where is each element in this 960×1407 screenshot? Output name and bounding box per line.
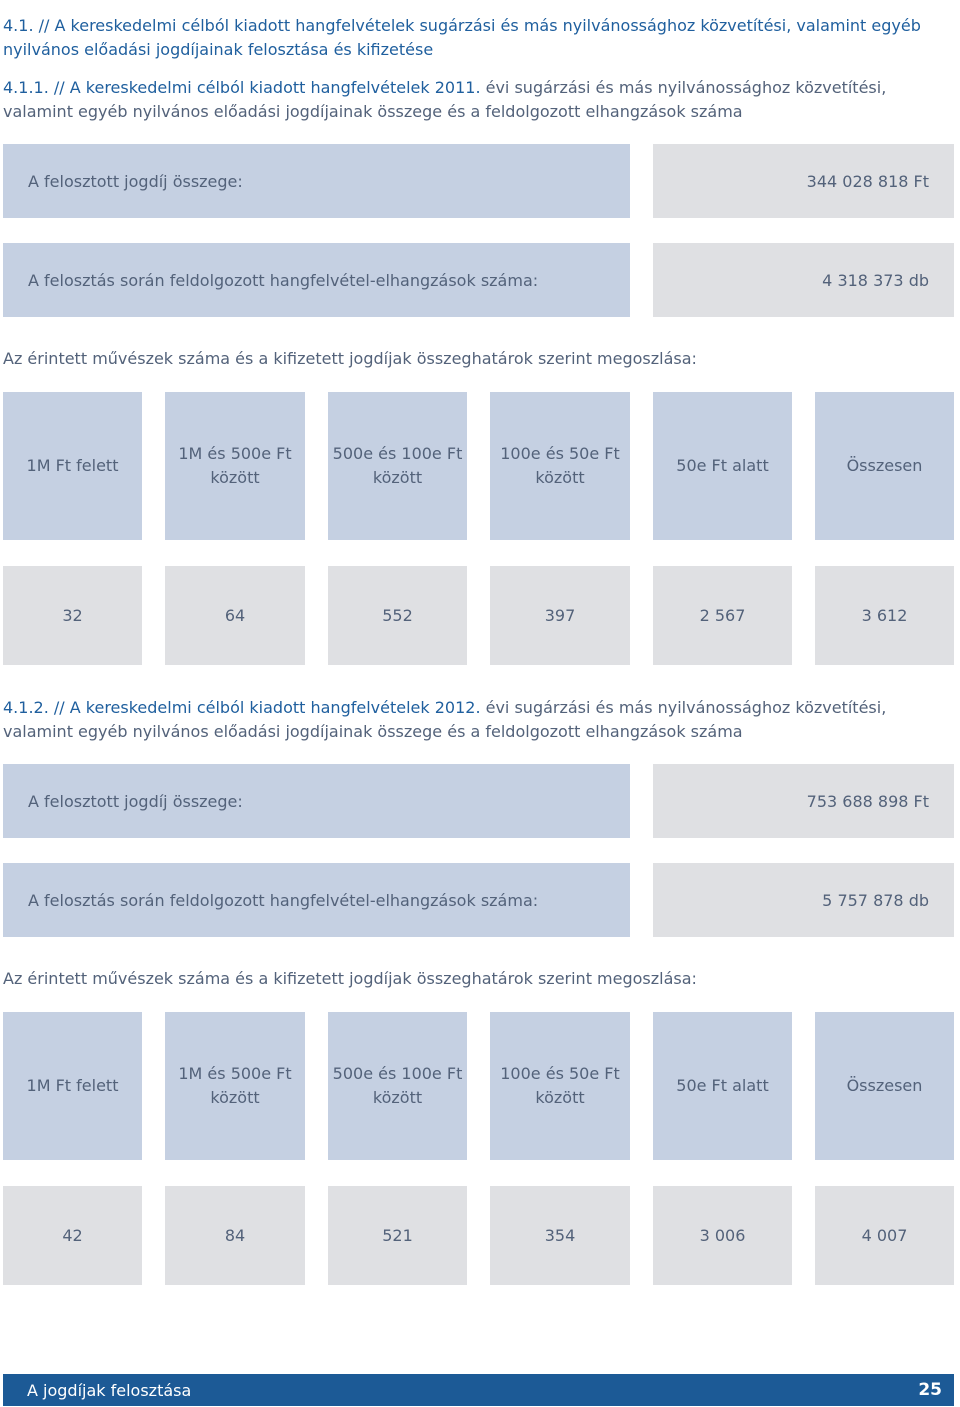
value-cell: 4 007 (815, 1186, 954, 1285)
distribution-title: Az érintett művészek száma és a kifizetett jogdíjak összeghatárok szerint megoszlása: (3, 969, 697, 988)
value-cell: 521 (328, 1186, 467, 1285)
section-heading (3, 14, 953, 62)
column-header: Összesen (815, 392, 954, 540)
column-header: 500e és 100e Ft között (328, 1012, 467, 1160)
total-label: A felosztott jogdíj összege: (28, 791, 243, 811)
count-label: A felosztás során feldolgozott hangfelvétel-elhangzások száma: (28, 890, 539, 910)
count-label-box (3, 863, 630, 937)
value-cell: 84 (165, 1186, 305, 1285)
value-cell: 354 (490, 1186, 630, 1285)
column-header: 500e és 100e Ft között (328, 392, 467, 540)
value-cell: 32 (3, 566, 142, 665)
total-label-box (3, 144, 630, 218)
subsection-heading-2012 (3, 696, 953, 744)
column-header: 50e Ft alatt (653, 392, 792, 540)
section-heading-text: // A kereskedelmi célból kiadott hangfelvételek sugárzási és más nyilvánossághoz közvetítési, valamint egyéb nyilvános előadási jogdíjainak felosztása és kifizetése (3, 16, 921, 59)
subsection-heading-rest: évi sugárzási és más nyilvánossághoz közvetítési, valamint egyéb nyilvános előadási jogdíjainak összege és a feldolgozott elhangzások száma (3, 78, 887, 121)
column-header: 100e és 50e Ft között (490, 1012, 630, 1160)
subsection-heading-blue: 4.1.1. // A kereskedelmi célból kiadott hangfelvételek 2011. (3, 78, 481, 97)
column-header: 1M Ft felett (3, 392, 142, 540)
count-value: 5 757 878 db (822, 890, 929, 910)
column-header: 100e és 50e Ft között (490, 392, 630, 540)
count-label: A felosztás során feldolgozott hangfelvétel-elhangzások száma: (28, 270, 539, 290)
value-cell: 64 (165, 566, 305, 665)
count-label-box (3, 243, 630, 317)
value-cell: 3 006 (653, 1186, 792, 1285)
subsection-heading-rest: évi sugárzási és más nyilvánossághoz közvetítési, valamint egyéb nyilvános előadási jogdíjainak összege és a feldolgozott elhangzások száma (3, 698, 887, 741)
count-value: 4 318 373 db (822, 270, 929, 290)
value-cell: 552 (328, 566, 467, 665)
count-value-box (653, 243, 954, 317)
value-cell: 2 567 (653, 566, 792, 665)
footer-title: A jogdíjak felosztása (27, 1380, 192, 1400)
value-cell: 42 (3, 1186, 142, 1285)
column-header: 1M és 500e Ft között (165, 392, 305, 540)
column-header: Összesen (815, 1012, 954, 1160)
value-cell: 3 612 (815, 566, 954, 665)
subsection-heading-2011 (3, 76, 953, 124)
value-cell: 397 (490, 566, 630, 665)
column-header: 1M Ft felett (3, 1012, 142, 1160)
count-value-box (653, 863, 954, 937)
total-label: A felosztott jogdíj összege: (28, 171, 243, 191)
subsection-heading-blue: 4.1.2. // A kereskedelmi célból kiadott hangfelvételek 2012. (3, 698, 481, 717)
total-value: 753 688 898 Ft (806, 791, 929, 811)
section-number: 4.1. (3, 16, 34, 35)
total-value-box (653, 144, 954, 218)
distribution-title: Az érintett művészek száma és a kifizetett jogdíjak összeghatárok szerint megoszlása: (3, 349, 697, 368)
column-header: 1M és 500e Ft között (165, 1012, 305, 1160)
total-value: 344 028 818 Ft (806, 171, 929, 191)
page-number: 25 (918, 1380, 942, 1400)
column-header: 50e Ft alatt (653, 1012, 792, 1160)
page-footer (3, 1374, 954, 1406)
total-value-box (653, 764, 954, 838)
total-label-box (3, 764, 630, 838)
